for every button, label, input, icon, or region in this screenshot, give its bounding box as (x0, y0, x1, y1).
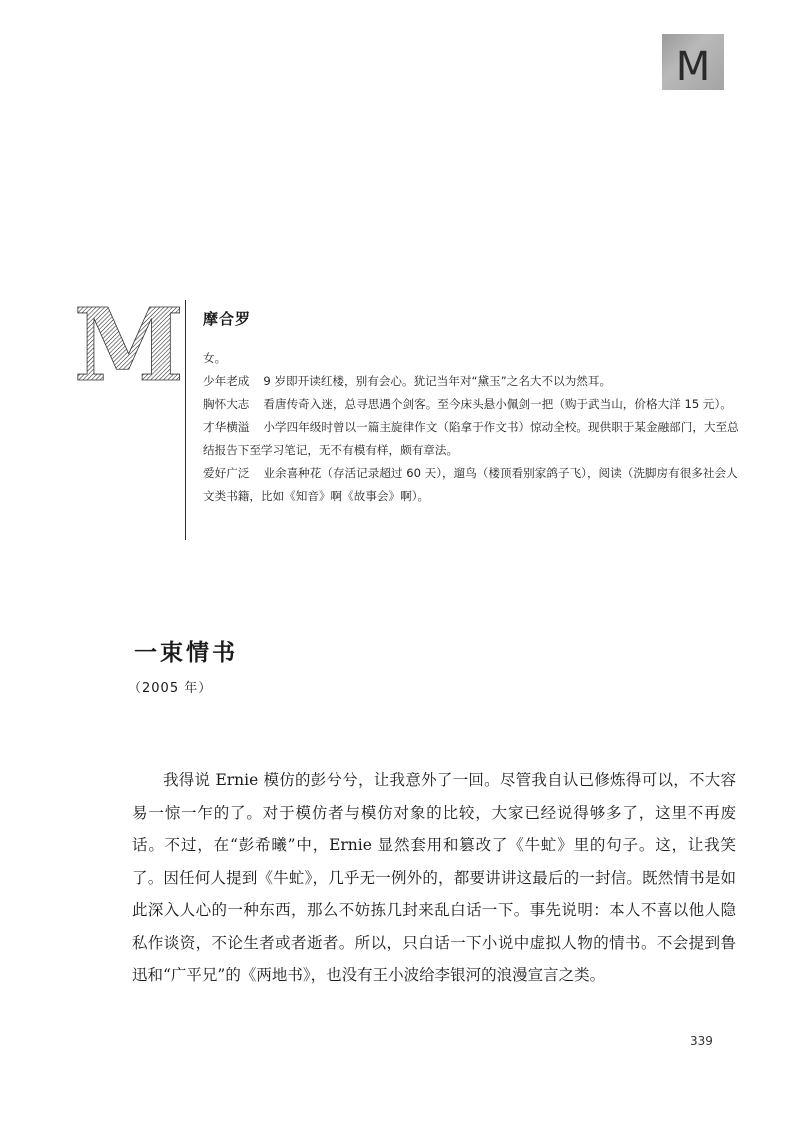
author-line (203, 393, 748, 416)
author-line-label: 胸怀大志 (203, 397, 250, 411)
author-line-text: 小学四年级时曾以一篇主旋律作文（陷拿于作文书）惊动全校。现供职于某金融部门，大至总结报告下至学习笔记，无不有模有样，颇有章法。 (203, 420, 739, 457)
author-line-label: 才华横溢 (203, 420, 250, 434)
author-line-text: 看唐传奇入迷，总寻思遇个剑客。至今床头悬小佩剑一把（购于武当山，价格大洋 15 元）。 (263, 397, 732, 411)
chapter-letter-tab (662, 34, 724, 90)
author-info (185, 300, 748, 540)
author-line (203, 462, 748, 508)
decorative-initial-m (73, 286, 185, 404)
chapter-letter: M (675, 44, 711, 90)
author-line-text: 女。 (203, 351, 227, 365)
author-line (203, 416, 748, 462)
author-line-text: 业余喜种花（存活记录超过 60 天），遛鸟（楼顶看别家鸽子飞），阅读（洗脚房有很多社会人文类书籍，比如《知音》啊《故事会》啊）。 (203, 466, 738, 503)
initial-letter-text: M (73, 286, 185, 404)
author-line-label: 爱好广泛 (203, 466, 250, 480)
author-name: 摩合罗 (203, 310, 252, 328)
essay-year: （2005 年） (128, 681, 213, 696)
essay-paragraph: 我得说 Ernie 模仿的彭兮兮，让我意外了一回。尽管我自认已修炼得可以，不大容易一惊一乍的了。对于模仿者与模仿对象的比较，大家已经说得够多了，这里不再废话。不过，在“彭希曦”中，Ernie 显然套用和篡改了《牛虻》里的句子。这，让我笑了。因任何人提到《牛虻》，几乎无一例外的，都要讲讲这最后的一封信。既然情书是如此深入人心的一种东西，那么不妨拣几封来乱白话一下。事先说明：本人不喜以他人隐私作谈资，不论生者或者逝者。所以，只白话一下小说中虚拟人物的情书。不会提到鲁迅和“广平兄”的《两地书》，也没有王小波给李银河的浪漫宣言之类。 (132, 771, 736, 984)
essay-title: 一束情书 (134, 639, 238, 666)
page-number: 339 (690, 1034, 713, 1048)
author-line-label: 少年老成 (203, 374, 250, 388)
author-line (203, 370, 748, 393)
author-line-text: 9 岁即开读红楼，别有会心。犹记当年对“黛玉”之名大不以为然耳。 (263, 374, 612, 388)
author-line (203, 347, 748, 370)
